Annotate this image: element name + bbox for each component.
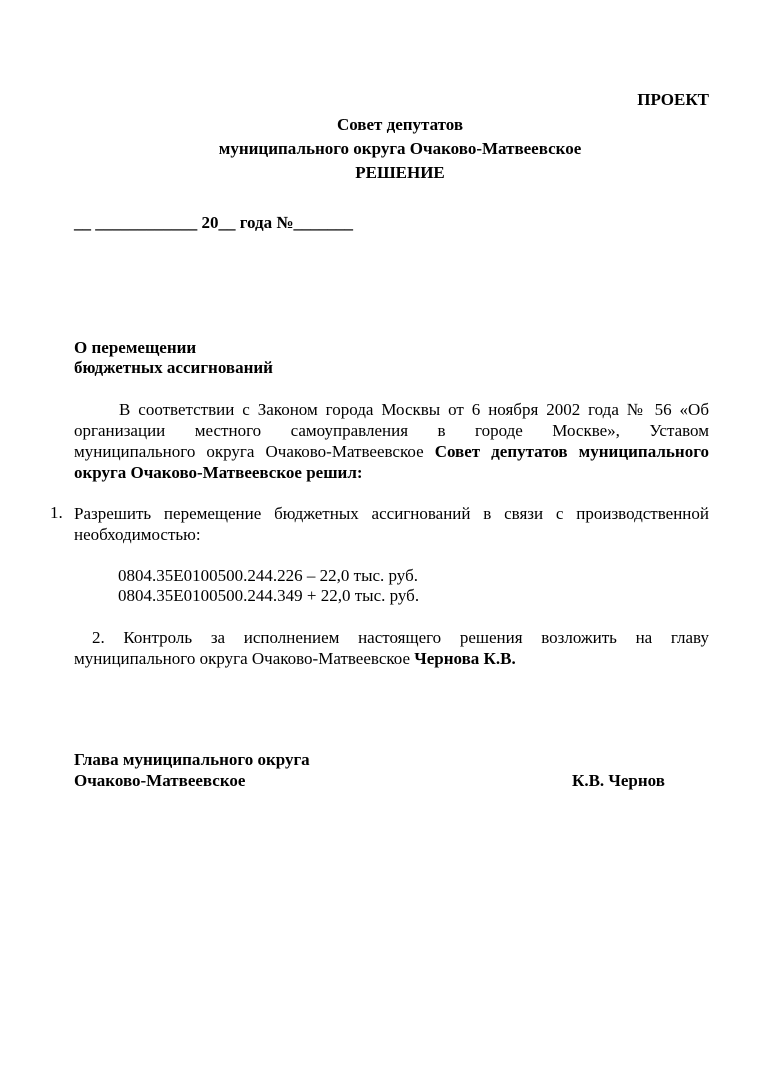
budget-code-2: 0804.35Е0100500.244.349 + 22,0 тыс. руб. [118,586,420,605]
signature-name: К.В. Чернов [572,771,665,790]
item-1-line-2: необходимостью: [74,525,201,544]
item-2-line-2-bold: Чернова К.В. [414,649,516,668]
date-number-line: __ ____________ 20__ года №_______ [74,213,353,232]
decision-heading: РЕШЕНИЕ [355,163,445,182]
signature-title-line-2: Очаково-Матвеевское [74,771,246,790]
intro-line-3-bold: Совет депутатов муниципального [434,442,709,461]
budget-code-1: 0804.35Е0100500.244.226 – 22,0 тыс. руб. [118,566,418,585]
intro-line-3 [74,441,709,463]
intro-line-1: В соответствии с Законом города Москвы от 6 ноября 2002 года № 56 «Об [119,400,709,419]
subject-line-1: О перемещении [74,338,197,357]
council-heading: Совет депутатов [336,115,464,134]
signature-title-line-1: Глава муниципального округа [74,750,310,769]
draft-label: ПРОЕКТ [637,90,709,109]
intro-line-4: округа Очаково-Матвеевское решил: [74,463,363,482]
item-1-line-1: Разрешить перемещение бюджетных ассигнований в связи с производственной [74,504,709,523]
subject-line-2: бюджетных ассигнований [74,358,273,377]
item-2-line-2 [74,648,709,670]
district-heading: муниципального округа Очаково-Матвеевское [218,139,582,158]
item-2-line-1: 2. Контроль за исполнением настоящего решения возложить на главу [92,628,709,647]
intro-line-2: организации местного самоуправления в городе Москве», Уставом [74,421,709,440]
item-2-line-2-text: муниципального округа Очаково-Матвеевское [74,649,415,668]
item-1-number: 1. [50,503,63,522]
intro-line-3-text: муниципального округа Очаково-Матвеевское [74,442,435,461]
